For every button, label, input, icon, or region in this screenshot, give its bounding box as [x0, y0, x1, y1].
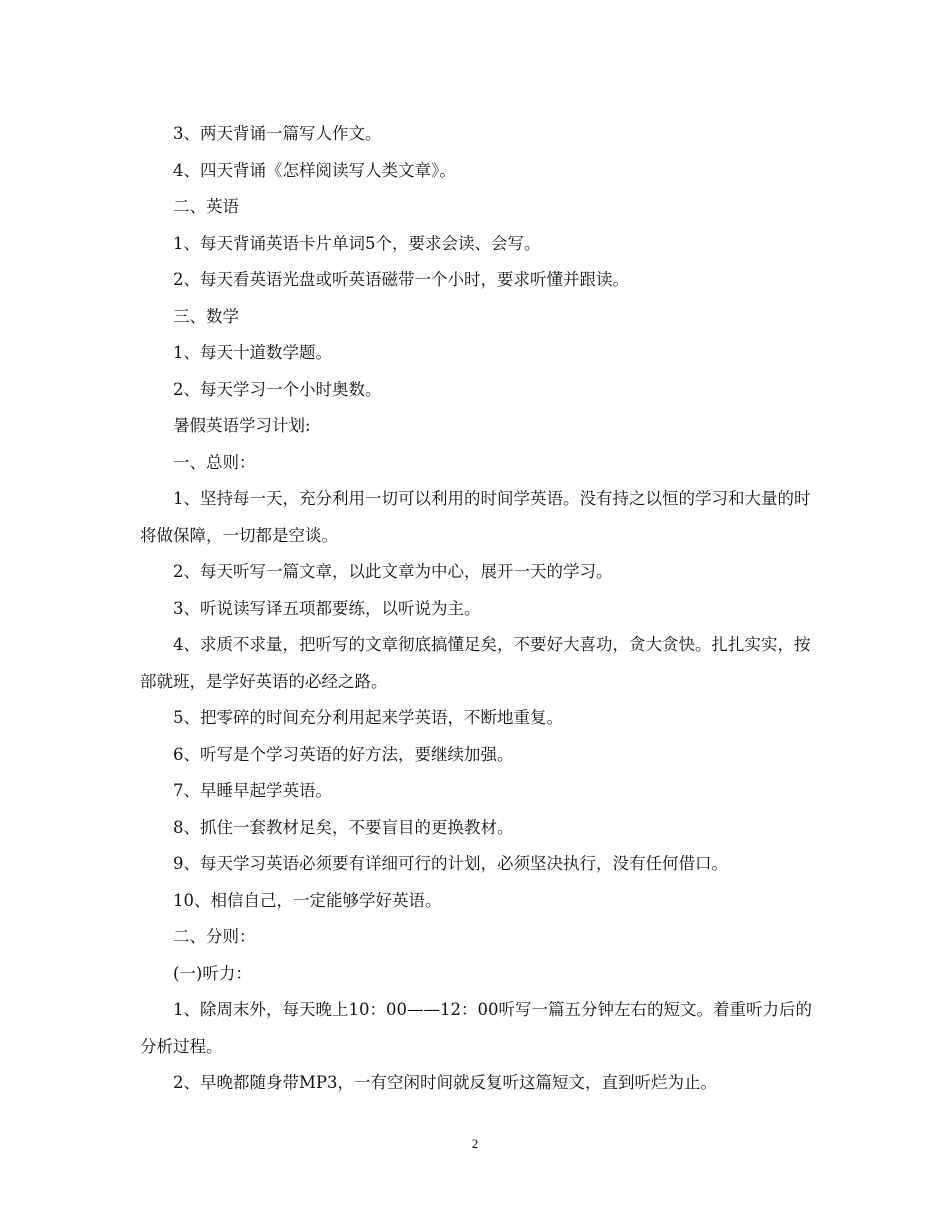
- paragraph: 3、听说读写译五项都要练，以听说为主。: [173, 598, 481, 618]
- section-heading-general: 一、总则：: [173, 452, 256, 472]
- paragraph: 1、每天十道数学题。: [173, 343, 332, 362]
- page-number: 2: [471, 1136, 479, 1151]
- paragraph: 3、两天背诵一篇写人作文。: [173, 124, 382, 143]
- paragraph: 1、坚持每一天，充分利用一切可以利用的时间学英语。没有持之以恒的学习和大量的时将做保障，一切都是空谈。: [140, 489, 811, 545]
- subsection-heading-listening: (一)听力：: [173, 963, 252, 983]
- paragraph: 4、求质不求量，把听写的文章彻底搞懂足矣，不要好大喜功，贪大贪快。扎扎实实，按部就班，是学好英语的必经之路。: [140, 635, 811, 691]
- paragraph: 7、早睡早起学英语。: [173, 781, 332, 800]
- paragraph: 2、每天学习一个小时奥数。: [173, 379, 382, 399]
- section-heading-english: 二、英语: [173, 197, 239, 216]
- paragraph: 5、把零碎的时间充分利用起来学英语，不断地重复。: [173, 708, 563, 727]
- plan-title: 暑假英语学习计划:: [173, 416, 311, 435]
- paragraph: 2、每天听写一篇文章，以此文章为中心，展开一天的学习。: [173, 562, 613, 581]
- paragraph: 1、每天背诵英语卡片单词5个，要求会读、会写。: [173, 233, 541, 253]
- paragraph: 8、抓住一套教材足矣，不要盲目的更换教材。: [173, 817, 514, 837]
- paragraph: 2、每天看英语光盘或听英语磁带一个小时，要求听懂并跟读。: [173, 270, 629, 289]
- paragraph: 10、相信自己，一定能够学好英语。: [173, 890, 442, 910]
- section-heading-details: 二、分则：: [173, 927, 256, 946]
- paragraph: 2、早晚都随身带MP3，一有空闲时间就反复听这篇短文，直到听烂为止。: [173, 1073, 717, 1092]
- document-body: [140, 116, 812, 1102]
- paragraph: 1、除周末外，每天晚上10：00——12：00听写一篇五分钟左右的短文。着重听力后的分析过程。: [140, 1000, 812, 1056]
- paragraph: 9、每天学习英语必须要有详细可行的计划，必须坚决执行，没有任何借口。: [173, 854, 728, 873]
- paragraph: 6、听写是个学习英语的好方法，要继续加强。: [173, 744, 514, 764]
- paragraph: 4、四天背诵《怎样阅读写人类文章》。: [173, 160, 456, 180]
- section-heading-math: 三、数学: [173, 306, 239, 326]
